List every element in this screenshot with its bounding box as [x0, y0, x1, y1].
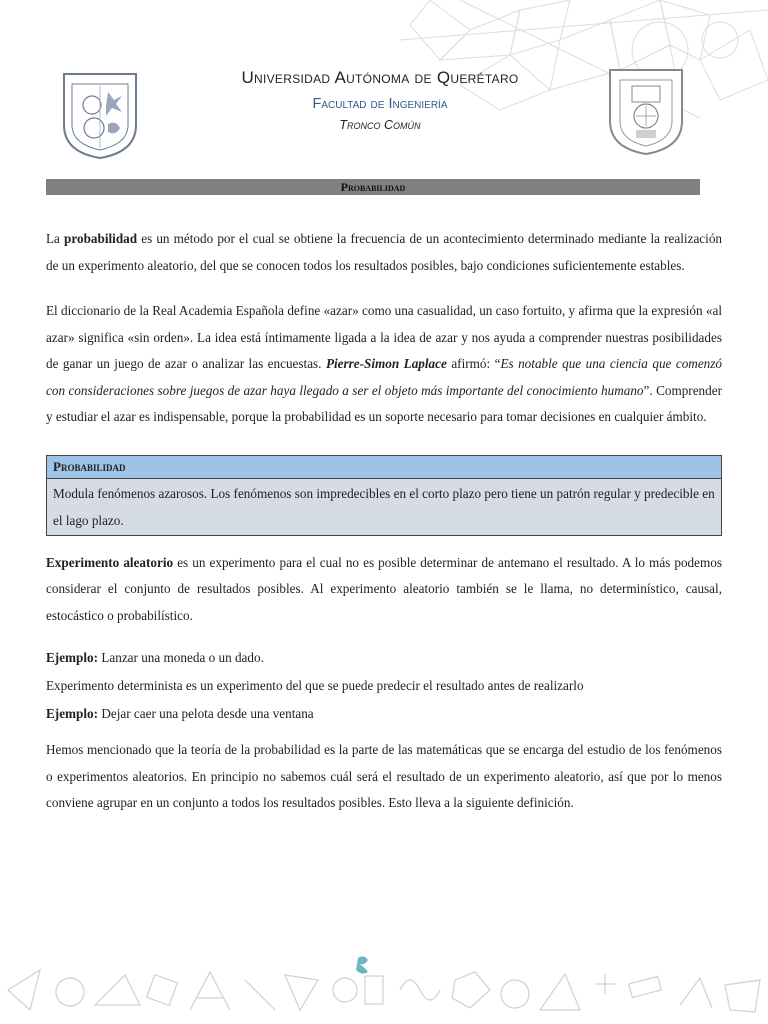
example-1 [46, 649, 722, 667]
author-name: Pierre-Simon Laplace [325, 356, 447, 371]
example-text: Dejar caer una pelota desde una ventana [98, 706, 314, 721]
decorative-math-doodles [0, 950, 768, 1024]
paragraph-theory: Hemos mencionado que la teoría de la probabilidad es la parte de las matemáticas que se encarga del estudio de los fenómenos o experimentos aleatorios. En principio no sabemos cuál será el resultado de un experimento aleatorio, así que por lo menos conviene agrupar en un conjunto a todos los resultados posibles. Esto lleva a la siguiente definición. [46, 742, 722, 810]
paragraph-probability-definition [46, 226, 722, 279]
laplace-quote: Es notable que una ciencia que comenzó con consideraciones sobre juegos de azar haya llegado a ser el objeto más importante del conocimiento humano [46, 356, 722, 398]
paragraph-random-experiment [46, 550, 722, 630]
university-name: Universidad Autónoma de Querétaro [241, 68, 519, 87]
example-2 [46, 705, 722, 723]
example-label: Ejemplo: [46, 706, 99, 721]
definition-box-heading: Probabilidad [47, 456, 721, 479]
text: ”. Comprender y estudiar el azar es indispensable, porque la probabilidad es un soporte necesario para tomar decisiones en cualquier ámbito. [46, 382, 722, 424]
document-body [46, 226, 722, 817]
faculty-name: Facultad de Ingeniería [312, 96, 448, 112]
paragraph-deterministic: Experimento determinista es un experimento del que se puede predecir el resultado antes de realizarlo [46, 678, 584, 693]
definition-box [46, 455, 722, 536]
example-label: Ejemplo: [46, 650, 99, 665]
faculty-shield-logo [606, 66, 686, 156]
definition-box-text: Modula fenómenos azarosos. Los fenómenos son impredecibles en el corto plazo pero tiene un patrón regular y predecible en el lago plazo. [47, 479, 721, 535]
text: El diccionario de la Real Academia Española define «azar» como una casualidad, un caso fortuito, y afirma que la expresión «al azar» significa «sin orden». La idea está íntimamente ligada a la idea de azar y nos ayuda a comprender nuestras posibilidades de ganar un juego de azar o analizar las encuestas. [46, 303, 722, 371]
program-name: Tronco Común [339, 118, 421, 132]
text: es un experimento para el cual no es posible determinar de antemano el resultado. A lo más podemos considerar el conjunto de resultados posibles. Al experimento aleatorio también se le llama, no determinístico, causal, estocástico o probabilístico. [46, 554, 722, 623]
term-probabilidad: probabilidad [64, 231, 138, 246]
university-shield-logo [60, 70, 140, 160]
text: afirmó: “ [446, 356, 501, 371]
text: La [46, 231, 65, 246]
section-title: Probabilidad [46, 179, 700, 195]
example-text: Lanzar una moneda o un dado. [98, 650, 264, 665]
text: es un método por el cual se obtiene la frecuencia de un acontecimiento determinado mediante la realización de un experimento aleatorio, del que se conocen todos los resultados posibles, bajo condiciones suficientemente estables. [46, 231, 723, 273]
paragraph-azar [46, 298, 722, 431]
term-experimento-aleatorio: Experimento aleatorio [46, 554, 174, 570]
document-header [150, 68, 610, 132]
